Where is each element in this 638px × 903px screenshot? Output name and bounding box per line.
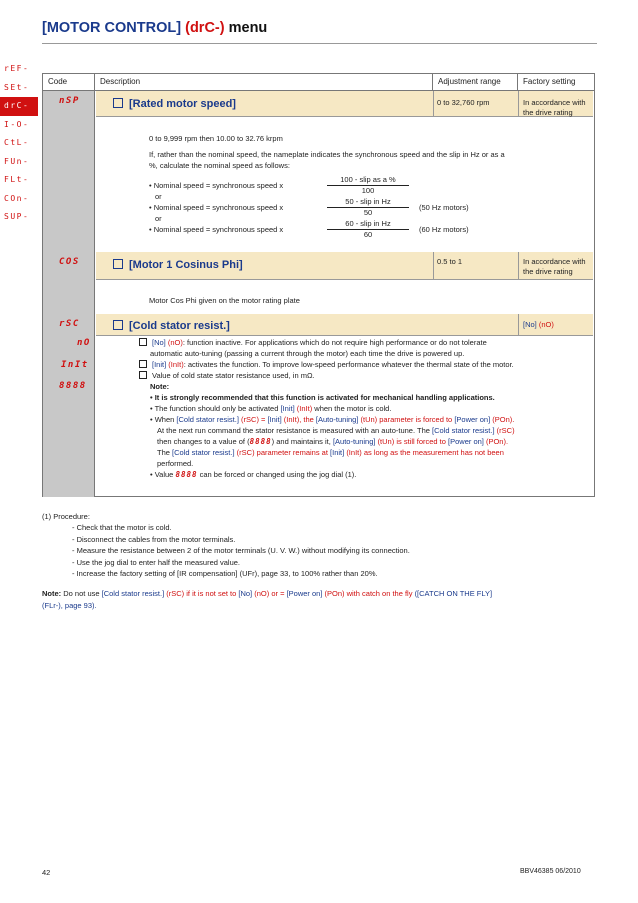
rsc-bullet-2: • The function should only be activated [Init] (InIt) when the motor is cold. bbox=[150, 404, 392, 413]
nsp-fraction-1: 100 - slip as a % 100 bbox=[327, 175, 409, 195]
rsc-bullet-4: • Value 8888 can be forced or changed using the jog dial (1). bbox=[150, 470, 357, 479]
page-title bbox=[42, 20, 267, 36]
col-description: Description bbox=[95, 74, 433, 90]
rsc-opt-value: Value of cold state stator resistance used, in mΩ. bbox=[139, 371, 315, 381]
checkbox-icon bbox=[113, 320, 123, 330]
rsc-note-label: Note: bbox=[150, 382, 170, 391]
rsc-bullet-1: • It is strongly recommended that this function is activated for mechanical handling applications. bbox=[150, 393, 495, 402]
nsp-60hz: (60 Hz motors) bbox=[419, 225, 469, 234]
nav-item-con[interactable]: COn- bbox=[4, 193, 30, 203]
rsc-sub-value: 8888 bbox=[59, 381, 87, 391]
col-factory: Factory setting bbox=[523, 77, 576, 86]
nav-item-flt[interactable]: FLt- bbox=[4, 175, 30, 184]
factory-nsp: In accordance with the drive rating bbox=[523, 98, 586, 117]
bottom-note: Note: Do not use [Cold stator resist.] (rSC) if it is not set to [No] (nO) or = [Power on] (POn) with catch on the fly ([CATCH ON THE FLY] (FLr-), page 93). bbox=[42, 589, 493, 610]
code-column bbox=[43, 91, 95, 497]
nsp-line1: 0 to 9,999 rpm then 10.00 to 32.76 krpm bbox=[149, 134, 283, 143]
param-title-cos: [Motor 1 Cosinus Phi] bbox=[113, 259, 243, 271]
nav-item-ref[interactable]: rEF- bbox=[4, 64, 30, 73]
footnote-step-3: - Measure the resistance between 2 of the motor terminals (U. V. W.) without modifying its connection. bbox=[72, 546, 410, 555]
nav-item-drc[interactable]: drC- bbox=[0, 97, 38, 116]
rsc-bullet-3-line3: then changes to a value of (8888) and maintains it, [Auto-tuning] (tUn) is still forced to [Power on] (POn). bbox=[157, 437, 509, 446]
nsp-formula-3: • Nominal speed = synchronous speed x bbox=[149, 225, 284, 234]
doc-reference: BBV46385 06/2010 bbox=[520, 868, 581, 875]
title-bracket: [MOTOR CONTROL] bbox=[42, 20, 182, 36]
nav-item-io[interactable]: I-O- bbox=[4, 119, 30, 129]
param-title-rsc: [Cold stator resist.] bbox=[113, 320, 230, 332]
parameter-table bbox=[42, 73, 595, 497]
option-checkbox-icon bbox=[139, 371, 147, 379]
checkbox-icon bbox=[113, 259, 123, 269]
nsp-or-2: or bbox=[155, 214, 162, 223]
nsp-line3: %, calculate the nominal speed as follows: bbox=[149, 161, 290, 170]
nsp-formula-1: • Nominal speed = synchronous speed x bbox=[149, 181, 284, 190]
col-code: Code bbox=[43, 74, 95, 90]
title-divider bbox=[42, 43, 597, 44]
cos-desc: Motor Cos Phi given on the motor rating plate bbox=[149, 296, 300, 305]
checkbox-icon bbox=[113, 98, 123, 108]
rsc-opt-no: [No] (nO): function inactive. For applications which do not require high performance or do not tolerate bbox=[139, 338, 487, 348]
nav-item-set[interactable]: SEt- bbox=[4, 82, 30, 92]
footnote-step-5: - Increase the factory setting of [IR compensation] (UFr), page 33, to 100% rather than 20%. bbox=[72, 569, 378, 578]
rsc-opt-init: [Init] (InIt): activates the function. To improve low-speed performance whatever the thermal state of the motor. bbox=[139, 360, 514, 370]
range-cos: 0.5 to 1 bbox=[437, 257, 463, 266]
param-code-nsp: nSP bbox=[59, 96, 80, 106]
footnote-step-4: - Use the jog dial to enter half the measured value. bbox=[72, 557, 241, 567]
footnote-heading: (1) Procedure: bbox=[42, 512, 90, 521]
rsc-bullet-3: • When [Cold stator resist.] (rSC) = [Init] (InIt), the [Auto-tuning] (tUn) parameter is forced to [Power on] (POn). bbox=[150, 415, 515, 424]
table-header bbox=[43, 74, 594, 91]
nav-item-sup[interactable]: SUP- bbox=[4, 212, 30, 221]
side-nav bbox=[0, 60, 40, 227]
param-title-nsp: [Rated motor speed] bbox=[113, 98, 236, 110]
nsp-line2: If, rather than the nominal speed, the nameplate indicates the synchronous speed and the slip in Hz or as a bbox=[149, 150, 505, 159]
nsp-or-1: or bbox=[155, 192, 162, 201]
param-code-cos: COS bbox=[59, 257, 80, 267]
nsp-fraction-2: 50 - slip in Hz 50 bbox=[327, 197, 409, 217]
nav-item-fun[interactable]: FUn- bbox=[4, 156, 30, 166]
range-nsp: 0 to 32,760 rpm bbox=[437, 98, 490, 107]
option-checkbox-icon bbox=[139, 360, 147, 368]
nsp-50hz: (50 Hz motors) bbox=[419, 203, 469, 212]
rsc-bullet-3-line5: performed. bbox=[157, 459, 194, 468]
nav-item-ctl[interactable]: CtL- bbox=[4, 138, 30, 147]
rsc-opt-no-2: automatic auto-tuning (passing a current through the motor) each time the drive is powered up. bbox=[150, 349, 465, 358]
nsp-fraction-3: 60 - slip in Hz 60 bbox=[327, 219, 409, 239]
footnote-step-2: - Disconnect the cables from the motor terminals. bbox=[72, 534, 236, 544]
title-menu-word: menu bbox=[228, 20, 268, 36]
nsp-formula-2: • Nominal speed = synchronous speed x bbox=[149, 203, 284, 212]
factory-rsc: [No] (nO) bbox=[523, 320, 554, 329]
option-checkbox-icon bbox=[139, 338, 147, 346]
rsc-bullet-3-line4: The [Cold stator resist.] (rSC) parameter remains at [Init] (InIt) as long as the measurement has not been bbox=[157, 448, 504, 457]
footnote-step-1: - Check that the motor is cold. bbox=[72, 523, 172, 532]
rsc-sub-init: InIt bbox=[61, 360, 89, 370]
rsc-bullet-3-line2: At the next run command the stator resistance is measured with an auto-tune. The [Cold stator resist.] (rSC) bbox=[157, 426, 515, 435]
rsc-sub-no: nO bbox=[77, 338, 91, 348]
param-code-rsc: rSC bbox=[59, 319, 80, 329]
factory-cos: In accordance with the drive rating bbox=[523, 257, 586, 276]
page-number: 42 bbox=[42, 868, 51, 877]
col-adjustment: Adjustment range bbox=[433, 74, 518, 90]
title-menu-code: (drC-) bbox=[185, 20, 225, 36]
